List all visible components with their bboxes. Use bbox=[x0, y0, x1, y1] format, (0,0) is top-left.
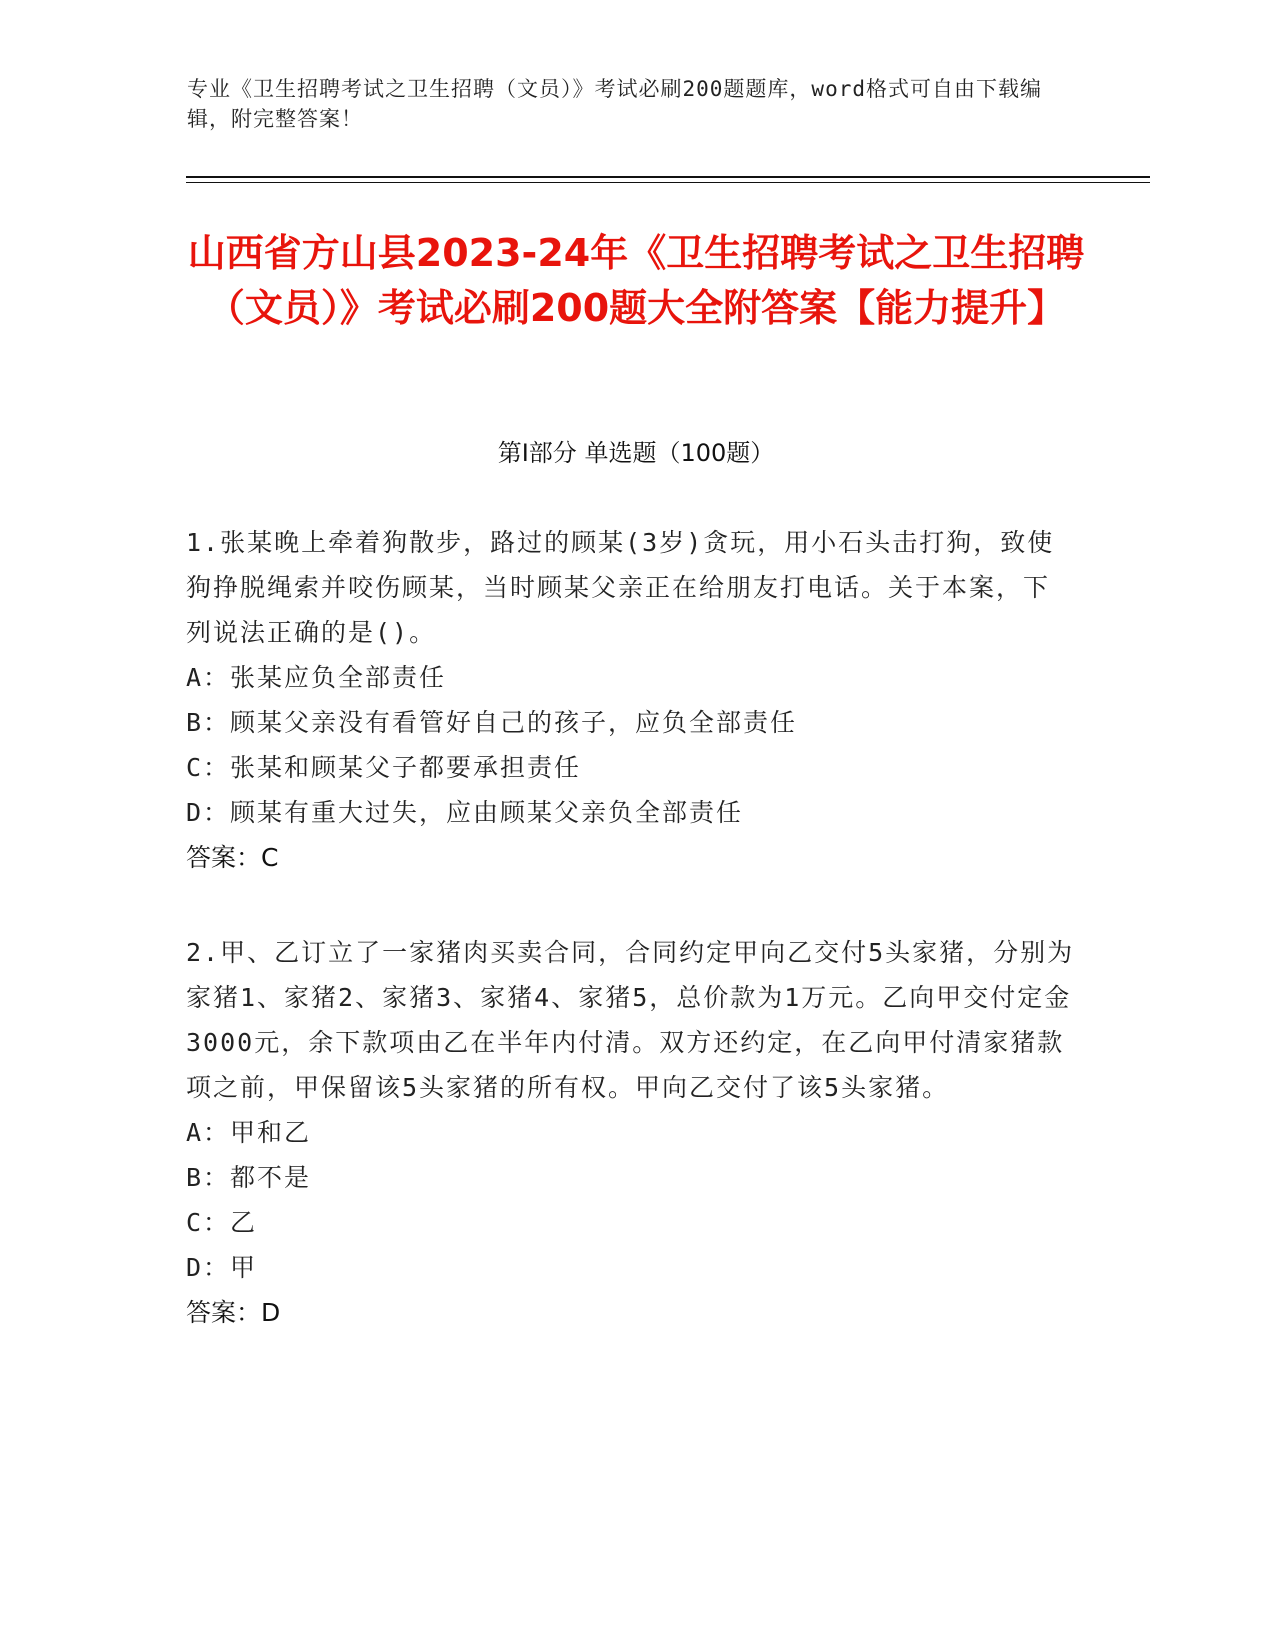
option-c: C：乙 bbox=[186, 1208, 258, 1237]
question-stem: 2.甲、乙订立了一家猪肉买卖合同，合同约定甲向乙交付5头家猪，分别为家猪1、家猪2、家猪3、家猪4、家猪5，总价款为1万元。乙向甲交付定金3000元，余下款项由乙在半年内付清。双方还约定，在乙向甲付清家猪款项之前，甲保留该5头家猪的所有权。甲向乙交付了该5头家猪。 bbox=[186, 938, 1075, 1102]
section-title: 第Ⅰ部分 单选题（100题） bbox=[497, 439, 775, 467]
question-1 bbox=[186, 520, 1076, 880]
answer: 答案：D bbox=[186, 1298, 281, 1327]
option-d: D：甲 bbox=[186, 1253, 258, 1282]
option-a: A：甲和乙 bbox=[186, 1118, 312, 1147]
header-rule-thin bbox=[186, 182, 1150, 183]
option-d: D：顾某有重大过失，应由顾某父亲负全部责任 bbox=[186, 798, 744, 827]
answer: 答案：C bbox=[186, 843, 279, 872]
question-2 bbox=[186, 930, 1076, 1335]
question-stem: 1.张某晚上牵着狗散步，路过的顾某(3岁)贪玩，用小石头击打狗，致使狗挣脱绳索并咬伤顾某，当时顾某父亲正在给朋友打电话。关于本案，下列说法正确的是()。 bbox=[186, 528, 1055, 647]
option-a: A：张某应负全部责任 bbox=[186, 663, 447, 692]
header-note: 专业《卫生招聘考试之卫生招聘（文员）》考试必刷200题题库，word格式可自由下载编辑，附完整答案！ bbox=[187, 77, 1042, 131]
document-title: 山西省方山县2023-24年《卫生招聘考试之卫生招聘（文员）》考试必刷200题大全附答案【能力提升】 bbox=[187, 231, 1085, 330]
header-rule-thick bbox=[186, 176, 1150, 178]
option-b: B：顾某父亲没有看管好自己的孩子，应负全部责任 bbox=[186, 708, 798, 737]
option-b: B：都不是 bbox=[186, 1163, 312, 1192]
option-c: C：张某和顾某父子都要承担责任 bbox=[186, 753, 582, 782]
